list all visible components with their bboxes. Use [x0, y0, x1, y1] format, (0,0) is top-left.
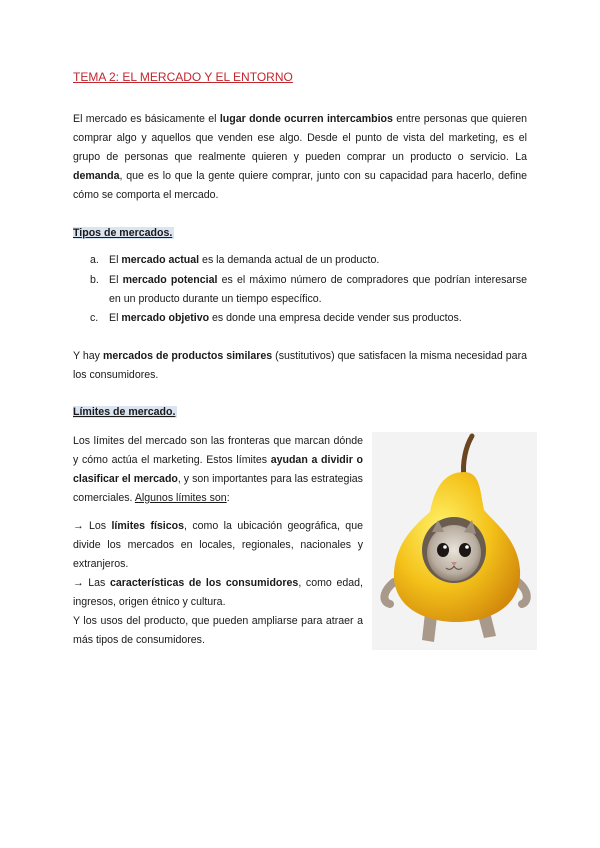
section-heading-limites: Límites de mercado.: [73, 406, 176, 418]
limits-physical: → Los límites físicos, como la ubicación geográfica, que divide los mercados en locales, regionales, nacionales y extranjeros.: [73, 520, 363, 570]
section-heading-tipos: Tipos de mercados.: [73, 227, 173, 239]
limits-paragraph: Los límites del mercado son las fronteras que marcan dónde y cómo actúa el marketing. Estos límites ayudan a dividir o clasificar el mercado, y son importantes para las estrategias comerciales. Algunos límites son:: [73, 435, 363, 504]
intro-paragraph: El mercado es básicamente el lugar donde ocurren intercambios entre personas que quieren comprar algo y aquellos que venden ese algo. Desde el punto de vista del marketing, es el grupo de personas que realmente quieren y pueden comprar un producto o servicio. La demanda, que es lo que la gente quiere comprar, junto con su capacidad para hacerlo, define cómo se comporta el mercado.: [73, 113, 527, 201]
substitutes-paragraph: Y hay mercados de productos similares (sustitutivos) que satisfacen la misma necesidad para los consumidores.: [73, 350, 527, 381]
limits-uses: Y los usos del producto, que pueden ampliarse para atraer a más tipos de consumidores.: [73, 615, 363, 646]
list-item: a. El mercado actual es la demanda actual de un producto.: [90, 254, 380, 266]
list-item: c. El mercado objetivo es donde una empresa decide vender sus productos.: [90, 312, 462, 324]
page-title: TEMA 2: EL MERCADO Y EL ENTORNO: [73, 70, 293, 84]
list-item: b. El mercado potencial es el máximo número de compradores que podrían interesarse en un producto durante un tiempo específico.: [90, 274, 528, 305]
limits-consumers: → Las características de los consumidores, como edad, ingresos, origen étnico y cultura.: [73, 577, 364, 608]
cat-in-pear-costume-icon: [372, 432, 537, 650]
pear-cat-image: [372, 432, 537, 650]
